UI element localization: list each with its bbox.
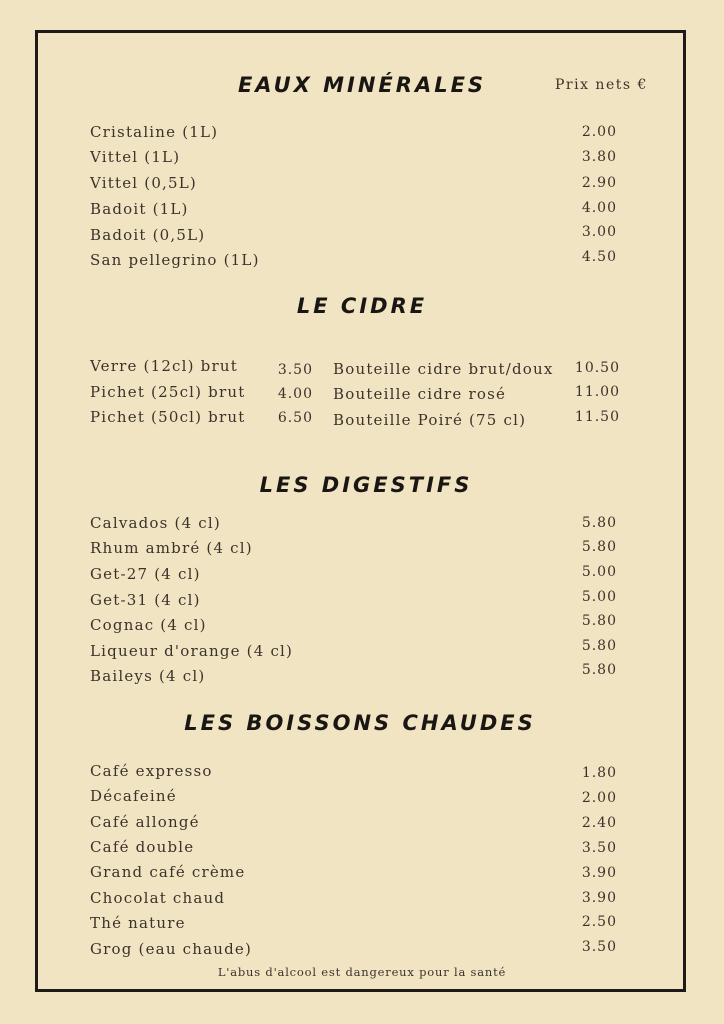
menu-item-name: Café expresso	[90, 762, 213, 780]
menu-item-name: Liqueur d'orange (4 cl)	[90, 642, 294, 660]
menu-item-name: Rhum ambré (4 cl)	[90, 539, 253, 557]
section-title-boissons-chaudes: LES BOISSONS CHAUDES	[184, 711, 536, 735]
menu-item-name: Baileys (4 cl)	[90, 667, 206, 685]
alcohol-warning: L'abus d'alcool est dangereux pour la santé	[217, 965, 507, 979]
menu-item-price: 11.50	[574, 409, 620, 425]
menu-item-name: San pellegrino (1L)	[90, 251, 260, 269]
menu-item-name: Bouteille Poiré (75 cl)	[333, 411, 527, 429]
menu-item-name: Get-27 (4 cl)	[90, 565, 201, 583]
menu-item-price: 2.00	[581, 124, 617, 140]
menu-item-price: 3.00	[581, 224, 617, 240]
menu-item-name: Calvados (4 cl)	[90, 514, 221, 532]
menu-item-name: Café allongé	[90, 813, 200, 831]
menu-item-price: 4.50	[581, 249, 617, 265]
menu-item-name: Café double	[90, 838, 195, 856]
menu-item-price: 5.80	[581, 539, 617, 555]
menu-item-price: 5.00	[581, 564, 617, 580]
menu-item-name: Badoit (1L)	[90, 200, 189, 218]
menu-item-name: Grog (eau chaude)	[90, 940, 253, 958]
menu-item-price: 3.80	[581, 149, 617, 165]
menu-item-price: 3.50	[581, 840, 617, 856]
menu-item-price: 4.00	[277, 386, 313, 402]
menu-item-name: Décafeiné	[90, 787, 177, 805]
menu-item-name: Get-31 (4 cl)	[90, 591, 201, 609]
prices-note: Prix nets €	[555, 77, 648, 93]
menu-item-name: Pichet (50cl) brut	[90, 408, 246, 426]
menu-item-name: Thé nature	[90, 914, 186, 932]
menu-item-name: Bouteille cidre rosé	[333, 385, 507, 403]
menu-item-name: Cristaline (1L)	[90, 123, 219, 141]
section-title-le-cidre: LE CIDRE	[296, 294, 428, 318]
menu-item-price: 5.80	[581, 638, 617, 654]
menu-item-price: 3.50	[581, 939, 617, 955]
menu-item-price: 2.40	[581, 815, 617, 831]
menu-item-price: 5.80	[581, 613, 617, 629]
menu-item-price: 2.00	[581, 790, 617, 806]
menu-item-price: 5.80	[581, 515, 617, 531]
menu-item-name: Bouteille cidre brut/doux	[333, 360, 554, 378]
menu-item-name: Vittel (0,5L)	[90, 174, 197, 192]
menu-item-name: Verre (12cl) brut	[90, 357, 238, 375]
menu-item-price: 1.80	[581, 765, 617, 781]
menu-item-price: 10.50	[574, 360, 620, 376]
menu-item-price: 3.90	[581, 890, 617, 906]
menu-item-name: Chocolat chaud	[90, 889, 226, 907]
menu-item-name: Cognac (4 cl)	[90, 616, 207, 634]
section-title-les-digestifs: LES DIGESTIFS	[259, 473, 473, 497]
menu-item-price: 2.50	[581, 914, 617, 930]
menu-item-price: 6.50	[277, 410, 313, 426]
menu-item-name: Badoit (0,5L)	[90, 226, 206, 244]
menu-item-name: Pichet (25cl) brut	[90, 383, 246, 401]
menu-item-price: 2.90	[581, 175, 617, 191]
menu-item-price: 3.90	[581, 865, 617, 881]
menu-item-name: Vittel (1L)	[90, 148, 181, 166]
section-title-eaux-minerales: EAUX MINÉRALES	[237, 73, 487, 97]
menu-item-price: 5.80	[581, 662, 617, 678]
menu-item-price: 5.00	[581, 589, 617, 605]
menu-item-name: Grand café crème	[90, 863, 246, 881]
menu-item-price: 3.50	[277, 362, 313, 378]
menu-item-price: 11.00	[574, 384, 620, 400]
menu-item-price: 4.00	[581, 200, 617, 216]
